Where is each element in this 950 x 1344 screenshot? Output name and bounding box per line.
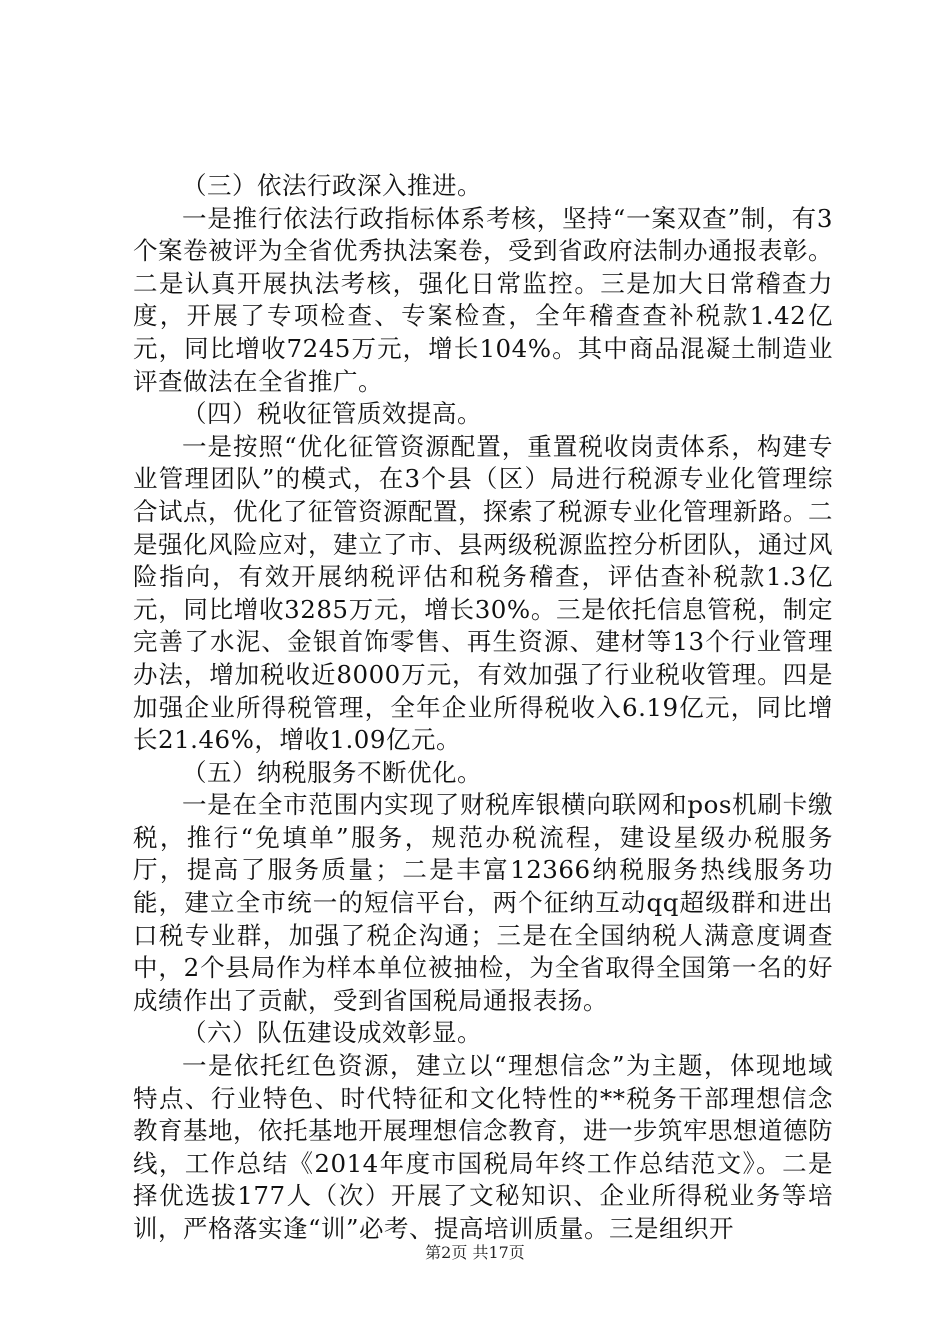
section-heading-4: （四）税收征管质效提高。 (182, 399, 482, 429)
body-paragraph: 一是在全市范围内实现了财税库银横向联网和pos机刷卡缴税，推行“免填单”服务，规范办税流程，建设星级办税服务厅，提高了服务质量；二是丰富12366纳税服务热线服务功能，建立全市统一的短信平台，两个征纳互动qq超级群和进出口税专业群，加强了税企沟通；三是在全国纳税人满意度调查中，2个县局作为样本单位被抽检，为全省取得全国第一名的好成绩作出了贡献，受到省国税局通报表扬。 (133, 790, 833, 1015)
page-footer: 第2页 共17页 (425, 1243, 525, 1262)
body-paragraph: 一是按照“优化征管资源配置，重置税收岗责体系，构建专业管理团队”的模式，在3个县（区）局进行税源专业化管理综合试点，优化了征管资源配置，探索了税源专业化管理新路。二是强化风险应对，建立了市、县两级税源监控分析团队，通过风险指向，有效开展纳税评估和税务稽查，评估查补税款1.3亿元，同比增收3285万元，增长30%。三是依托信息管税，制定完善了水泥、金银首饰零售、再生资源、建材等13个行业管理办法，增加税收近8000万元，有效加强了行业税收管理。四是加强企业所得税管理，全年企业所得税收入6.19亿元，同比增长21.46%，增收1.09亿元。 (133, 431, 833, 755)
document-body (133, 170, 833, 1246)
body-paragraph: 一是推行依法行政指标体系考核，坚持“一案双查”制，有3个案卷被评为全省优秀执法案卷，受到省政府法制办通报表彰。二是认真开展执法考核，强化日常监控。三是加大日常稽查力度，开展了专项检查、专案检查，全年稽查查补税款1.42亿元，同比增收7245万元，增长104%。其中商品混凝土制造业评查做法在全省推广。 (133, 203, 833, 396)
section-heading-5: （五）纳税服务不断优化。 (182, 757, 482, 787)
section-heading-6: （六）队伍建设成效彰显。 (182, 1018, 482, 1048)
section-heading-3: （三）依法行政深入推进。 (182, 171, 482, 200)
body-paragraph: 一是依托红色资源，建立以“理想信念”为主题，体现地域特点、行业特色、时代特征和文化特性的**税务干部理想信念教育基地，依托基地开展理想信念教育，进一步筑牢思想道德防线，工作总结《2014年度市国税局年终工作总结范文》。二是择优选拔177人（次）开展了文秘知识、企业所得税业务等培训，严格落实逢“训”必考、提高培训质量。三是组织开 (133, 1051, 833, 1243)
